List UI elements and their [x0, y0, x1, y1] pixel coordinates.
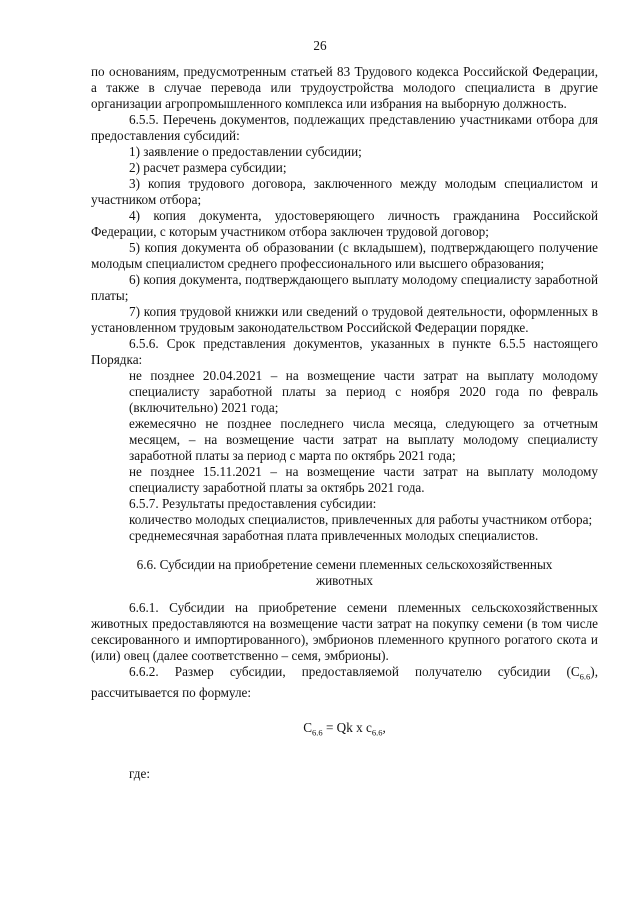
- paragraph: 6.5.7. Результаты предоставления субсидии:: [129, 496, 377, 511]
- paragraph: не позднее 20.04.2021 – на возмещение части затрат на выплату молодому специалисту заработной платы за период с ноября 2020 года по февраль (включительно) 2021 года;: [129, 368, 598, 415]
- paragraph: 3) копия трудового договора, заключенного между молодым специалистом и участником отбора;: [91, 176, 598, 207]
- formula-lhs: С: [303, 719, 313, 735]
- heading-line-1: 6.6. Субсидии на приобретение семени племенных сельскохозяйственных: [136, 557, 553, 572]
- paragraph: 6.5.6. Срок представления документов, указанных в пункте 6.5.5 настоящего Порядка:: [91, 336, 598, 367]
- paragraph: 1) заявление о предоставлении субсидии;: [129, 144, 362, 159]
- section-heading-6-6: [91, 557, 598, 589]
- paragraph: количество молодых специалистов, привлеченных для работы участником отбора;: [129, 512, 593, 527]
- paragraph: по основаниям, предусмотренным статьей 83 Трудового кодекса Российской Федерации, а также в случае перевода или трудоустройства молодого специалиста в другие организации агропромышленного комплекса или избрания на выборную должность.: [91, 64, 598, 111]
- section-6-5-text: [91, 64, 598, 544]
- document-body: [91, 64, 598, 782]
- section-6-6-text: [91, 600, 598, 664]
- paragraph: 6) копия документа, подтверждающего выплату молодому специалисту заработной платы;: [91, 272, 598, 303]
- formula-lhs-subscript: 6.6: [312, 727, 323, 738]
- formula-rhs-subscript: 6.6: [371, 727, 383, 738]
- p662-subscript: 6.6: [579, 671, 591, 682]
- paragraph: 6.5.5. Перечень документов, подлежащих представлению участниками отбора для предоставления субсидий:: [91, 112, 598, 143]
- paragraph-6-6-2: [91, 664, 598, 701]
- paragraph: 2) расчет размера субсидии;: [129, 160, 287, 175]
- paragraph: не позднее 15.11.2021 – на возмещение части затрат на выплату молодому специалисту заработной платы за октябрь 2021 года.: [129, 464, 598, 495]
- formula-end: ,: [382, 719, 386, 735]
- p662-before: 6.6.2. Размер субсидии, предоставляемой получателю субсидии (С: [129, 664, 580, 679]
- where-label: где:: [129, 765, 150, 781]
- paragraph: 6.6.1. Субсидии на приобретение семени племенных сельскохозяйственных животных предоставляются на возмещение части затрат на покупку семени (в том числе сексированного и импортированного), эмбрионов племенного крупного рогатого скота и (или) овец (далее соответственно – семя, эмбрионы).: [91, 600, 598, 663]
- formula-middle: = Qk x c: [322, 719, 372, 735]
- paragraph: 4) копия документа, удостоверяющего личность гражданина Российской Федерации, с которым участником отбора заключен трудовой договор;: [91, 208, 598, 239]
- paragraph: среднемесячная заработная плата привлеченных молодых специалистов.: [129, 528, 539, 543]
- paragraph: 5) копия документа об образовании (с вкладышем), подтверждающего получение молодым специалистом среднего профессионального или высшего образования;: [91, 240, 598, 271]
- p662-after: ), рассчитывается по формуле:: [91, 664, 598, 700]
- page-number: 26: [313, 38, 327, 53]
- heading-line-2: животных: [316, 573, 373, 588]
- paragraph: 7) копия трудовой книжки или сведений о трудовой деятельности, оформленных в установленном трудовым законодательством Российской Федерации порядке.: [91, 304, 598, 335]
- formula: [91, 720, 598, 736]
- paragraph: ежемесячно не позднее последнего числа месяца, следующего за отчетным месяцем, – на возмещение части затрат на выплату молодому специалисту заработной платы за период с марта по октябрь 2021 года;: [129, 416, 598, 463]
